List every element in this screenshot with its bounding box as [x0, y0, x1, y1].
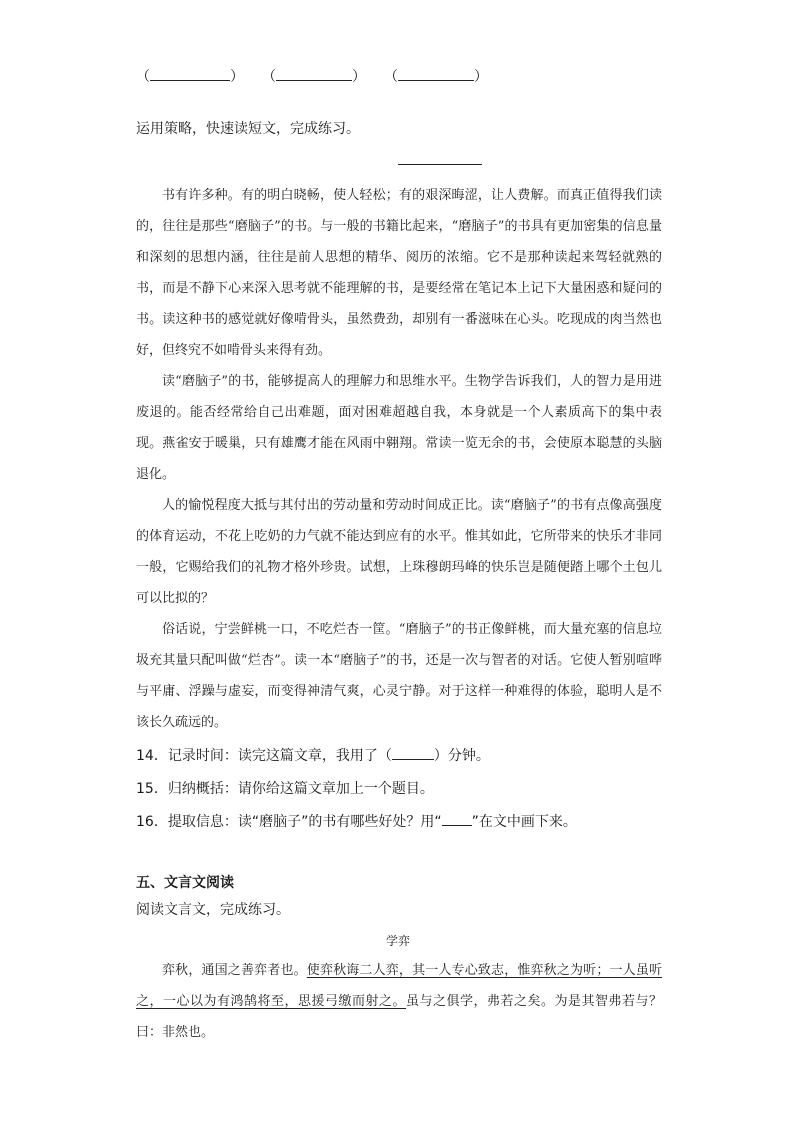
article-paragraph: 俗话说，宁尝鲜桃一口，不吃烂杏一筐。“磨脑子”的书正像鲜桃，而大量充塞的信息垃圾充其量只配叫做“烂杏”。读一本“磨脑子”的书，还是一次与智者的对话。它使人暂别喧哗与平庸、浮躁与虚妄，而变得神清气爽，心灵宁静。对于这样一种难得的体验，聪明人是不该长久疏远的。: [136, 622, 662, 730]
time-answer-blank[interactable]: [392, 746, 434, 760]
blank-line: [398, 68, 474, 81]
article-paragraph: 书有许多种。有的明白晓畅，使人轻松；有的艰深晦涩，让人费解。而真正值得我们读的，往往是那些“磨脑子”的书。与一般的书籍比起来，“磨脑子”的书具有更加密集的信息量和深刻的思想内涵，往往是前人思想的精华、阅历的浓缩。它不是那种读起来驾轻就熟的书，而是不静下心来深入思考就不能理解的书，是要经常在笔记本上记下大量困惑和疑问的书。读这种书的感觉就好像啃骨头，虽然费劲，却别有一番滋味在心头。吃现成的肉当然也好，但终究不如啃骨头来得有劲。: [136, 188, 662, 358]
question-16: 16．提取信息：读“磨脑子”的书有哪些好处？用“ ”在文中画下来。: [136, 814, 577, 830]
reading-article: [136, 180, 662, 738]
blank-line: [276, 68, 352, 81]
question-14: 14．记录时间：读完这篇文章，我用了（ ）分钟。: [136, 748, 490, 764]
section-heading: 五、文言文阅读: [136, 875, 234, 891]
underline-symbol-blank: [442, 812, 472, 826]
question-list: [136, 740, 696, 839]
article-paragraph: 人的愉悦程度大抵与其付出的劳动量和劳动时间成正比。读“磨脑子”的书有点像高强度的体育运动，不花上吃奶的力气就不能达到应有的水平。惟其如此，它所带来的快乐才非同一般，它赐给我们的礼物才格外珍贵。试想，上珠穆朗玛峰的快乐岂是随便踏上哪个土包儿可以比拟的？: [136, 498, 662, 606]
answer-blank-1[interactable]: （ ）: [136, 69, 244, 85]
underlined-sentence: 使弈秋诲二人弈，其一人专心致志，惟弈秋之为听；一人虽听之，一心以为有鸿鹄将至，思援弓缴而射之。: [136, 963, 662, 1009]
section-instruction: 阅读文言文，完成练习。: [136, 902, 290, 918]
article-title-blank[interactable]: [398, 164, 482, 165]
answer-blank-3[interactable]: （ ）: [384, 69, 488, 85]
reading-instruction: 运用策略，快速读短文，完成练习。: [136, 121, 360, 137]
classical-text-title: 学弈: [386, 934, 411, 948]
article-paragraph: 读“磨脑子”的书，能够提高人的理解力和思维水平。生物学告诉我们，人的智力是用进废退的。能否经常给自己出难题，面对困难超越自我，本身就是一个人素质高下的集中表现。燕雀安于暖巢，只有雄鹰才能在风雨中翱翔。常读一览无余的书，会使原本聪慧的头脑退化。: [136, 374, 662, 482]
classical-paragraph: 弈秋，通国之善弈者也。使弈秋诲二人弈，其一人专心致志，惟弈秋之为听；一人虽听之，一心以为有鸿鹄将至，思援弓缴而射之。虽与之俱学，弗若之矣。为是其智弗若与？曰：非然也。: [136, 963, 662, 1040]
classical-text: [136, 955, 662, 1048]
answer-blanks-row: [136, 66, 506, 86]
blank-line: [150, 68, 230, 81]
question-15: 15．归纳概括：请你给这篇文章加上一个题目。: [136, 781, 434, 797]
answer-blank-2[interactable]: （ ）: [262, 69, 366, 85]
